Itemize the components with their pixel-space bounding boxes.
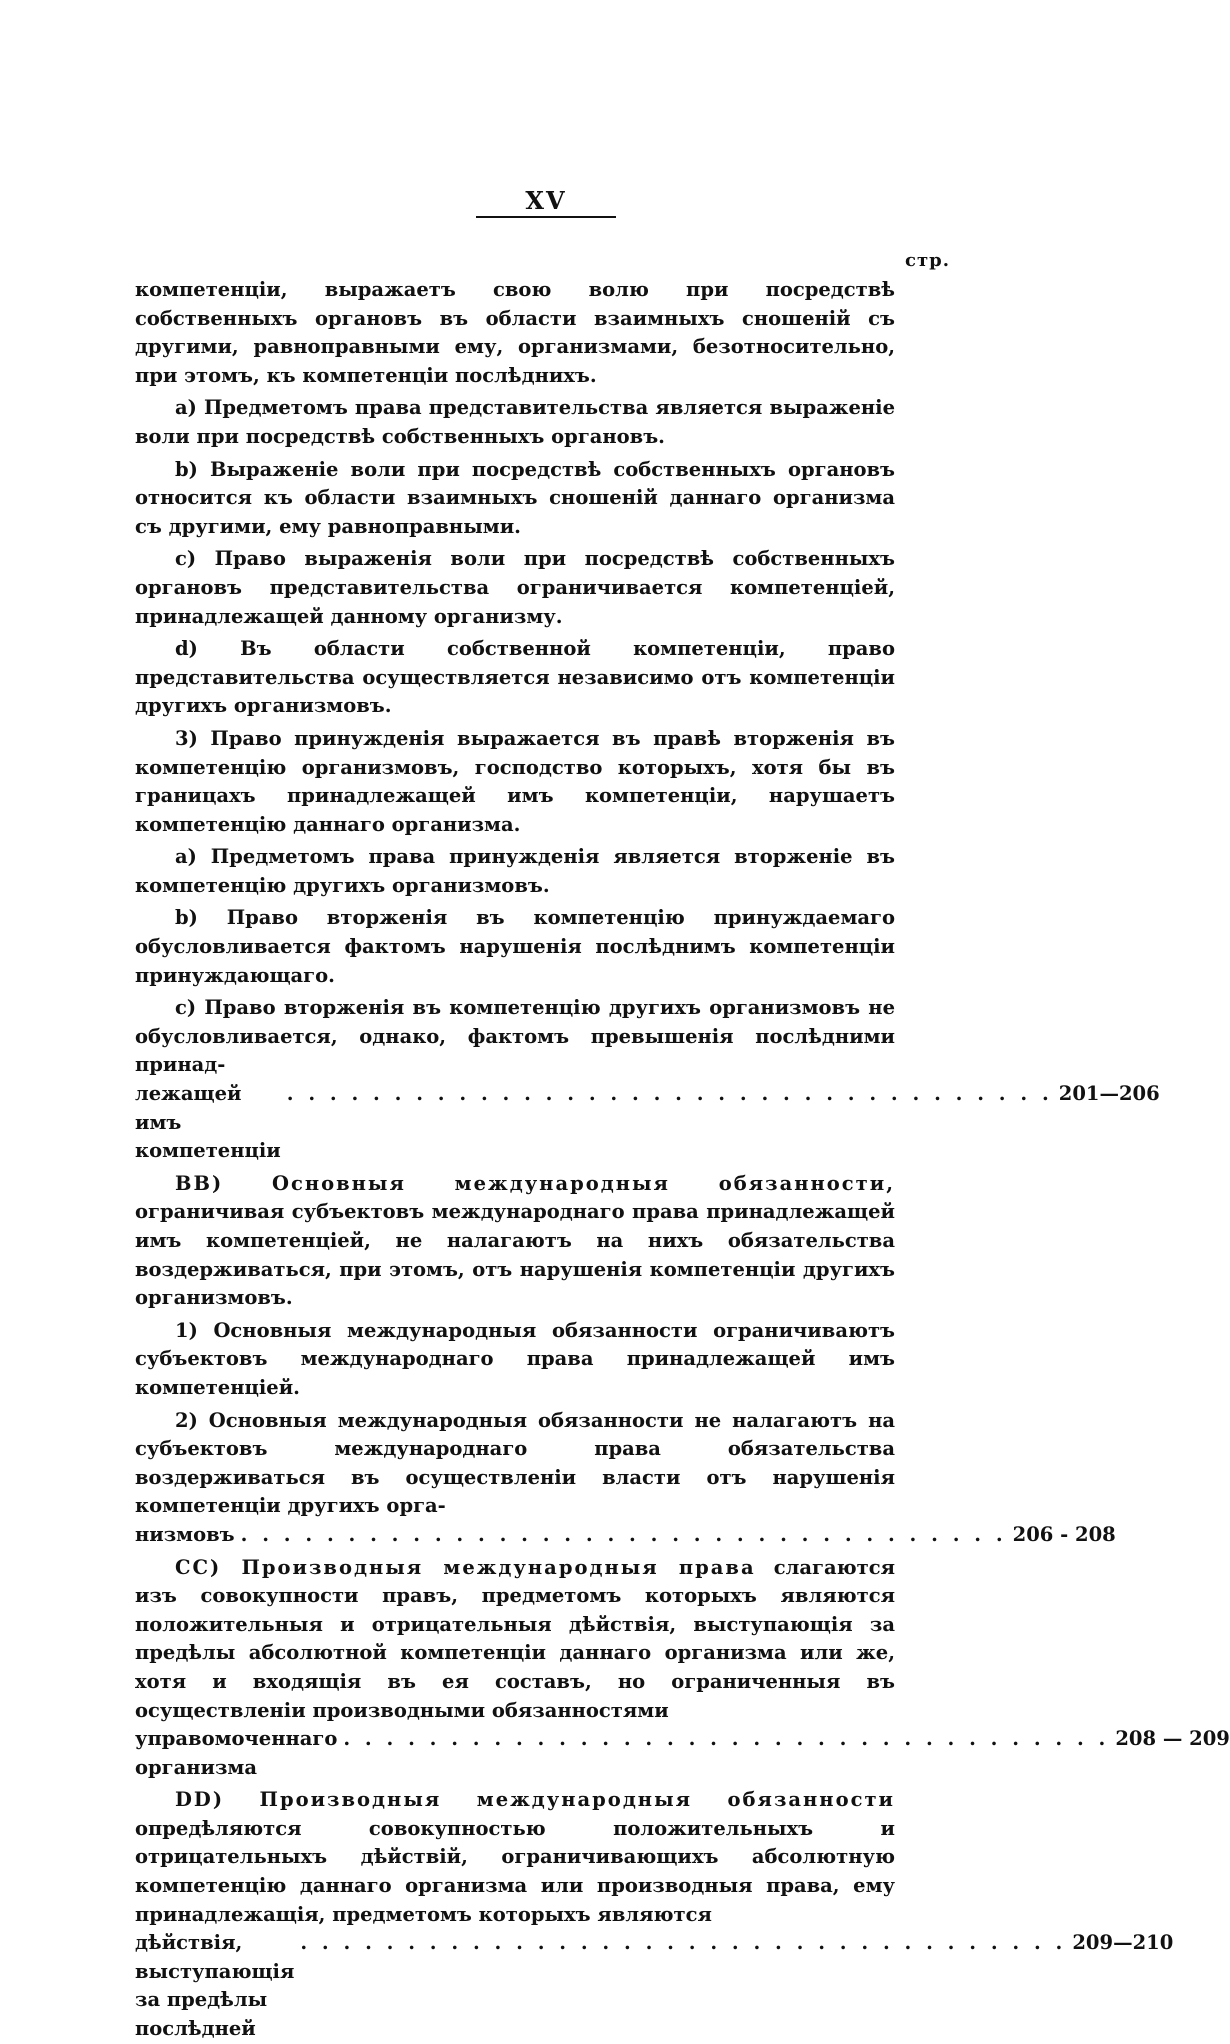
paragraph: 1) Основныя международныя обязанности ограничиваютъ субъектовъ международнаго права принадлежащей имъ компетенціей. xyxy=(135,1318,895,1399)
paragraph: 3) Право принужденія выражается въ правѣ вторженія въ компетенцію организмовъ, господство которыхъ, хотя бы въ границахъ принадлежащей имъ компетенціи, нарушаетъ компетенцію даннаго организма. xyxy=(135,726,895,836)
pages-column-label: стр. xyxy=(905,250,950,271)
section-text: опредѣляются совокупностью положительныхъ и отрицательныхъ дѣйствій, ограничивающихъ абсолютную компетенцію даннаго организма или производныя права, ему принадлежащія, предметомъ которыхъ являются xyxy=(135,1816,895,1926)
paragraph xyxy=(135,1554,895,1726)
paragraph: b) Право вторженія въ компетенцію принуждаемаго обусловливается фактомъ нарушенія послѣднимъ компетенціи принуждающаго. xyxy=(135,906,895,987)
paragraph xyxy=(135,1170,895,1313)
entry-last-line: лежащей имъ компетенціи xyxy=(135,1082,281,1163)
section-heading: BB) Основныя международныя обязанности, xyxy=(175,1171,895,1195)
paragraph: d) Въ области собственной компетенціи, право представительства осуществляется независимо отъ компетенціи другихъ организмовъ. xyxy=(135,637,895,718)
section-text: слагаются изъ совокупности правъ, предметомъ которыхъ являются положительныя и отрицательныя дѣйствія, выступающія за предѣлы абсолютной компетенціи даннаго организма или же, хотя и входящія въ ея составъ, но ограниченныя въ осуществленіи производными обязанностями xyxy=(135,1555,895,1722)
paragraph: компетенціи, выражаетъ свою волю при посредствѣ собственныхъ органовъ въ области взаимныхъ сношеній съ другими, равноправными ему, организмами, безотносительно, при этомъ, къ компетенціи послѣднихъ. xyxy=(135,278,895,387)
entry-last-line: управомоченнаго организма xyxy=(135,1727,338,1779)
toc-entry xyxy=(135,994,1160,1166)
dot-leader: . . . . . . . . . . . . . . . . . . . . . . . . . . . . . . . . . . . . xyxy=(240,1522,1007,1546)
page-range: 208 — 209 xyxy=(1115,1727,1230,1751)
page-number: XV xyxy=(525,186,567,215)
paragraph: 2) Основныя международныя обязанности не налагаютъ на субъектовъ международнаго права обязательства воздерживаться въ осуществленіи власти отъ нарушенія компетенціи другихъ орга- xyxy=(135,1408,895,1518)
entry-last-line: дѣйствія, выступающія за предѣлы послѣдней xyxy=(135,1931,295,2041)
paragraph: a) Предметомъ права представительства является выраженіе воли при посредствѣ собственныхъ органовъ. xyxy=(135,396,895,448)
section-heading: CC) Производныя международныя права xyxy=(175,1555,756,1579)
section-heading: DD) Производныя международныя обязанности xyxy=(175,1788,895,1812)
header-rule xyxy=(476,216,616,218)
page-range: 206 - 208 xyxy=(1012,1522,1116,1546)
paragraph: b) Выраженіе воли при посредствѣ собственныхъ органовъ относится къ области взаимныхъ сношеній даннаго организма съ другими, ему равноправными. xyxy=(135,457,895,538)
page-range: 209—210 xyxy=(1072,1931,1174,1955)
paragraph xyxy=(135,1786,895,1929)
section-text: ограничивая субъектовъ международнаго права принадлежащей имъ компетенціей, не налагаютъ на нихъ обязательства воздерживаться, при этомъ, отъ нарушенія компетенціи другихъ организмовъ. xyxy=(135,1200,895,1310)
dot-leader: . . . . . . . . . . . . . . . . . . . . . . . . . . . . . . . . . . . . xyxy=(286,1082,1053,1106)
dot-leader: . . . . . . . . . . . . . . . . . . . . . . . . . . . . . . . . . . . . xyxy=(300,1931,1067,1955)
entry-last-line: низмовъ xyxy=(135,1522,235,1546)
page-range: 201—206 xyxy=(1058,1082,1160,1106)
paragraph: c) Право выраженія воли при посредствѣ собственныхъ органовъ представительства ограничивается компетенціей, принадлежащей данному организму. xyxy=(135,547,895,628)
paragraph: a) Предметомъ права принужденія является вторженіе въ компетенцію другихъ организмовъ. xyxy=(135,845,895,897)
paragraph: c) Право вторженія въ компетенцію другихъ организмовъ не обусловливается, однако, фактомъ превышенія послѣдними принад- xyxy=(135,996,895,1077)
toc-body xyxy=(135,276,1230,2044)
toc-entry xyxy=(135,1554,1230,1783)
toc-entry xyxy=(135,1407,1116,1550)
toc-entry xyxy=(135,1786,1174,2043)
dot-leader: . . . . . . . . . . . . . . . . . . . . . . . . . . . . . . . . . . . . xyxy=(343,1727,1110,1751)
